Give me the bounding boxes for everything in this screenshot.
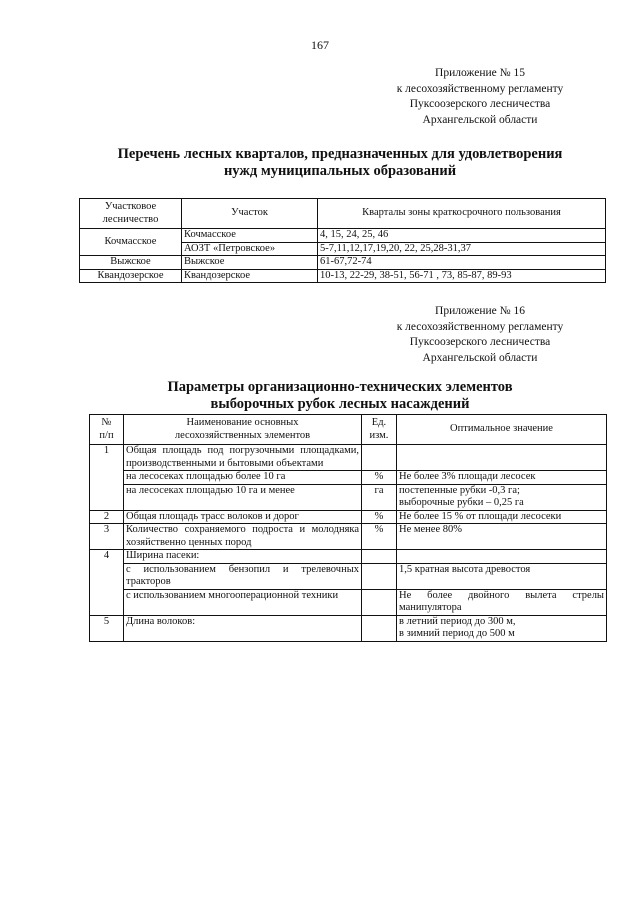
page-number: 167 — [311, 38, 329, 52]
header-value: Оптимальное значение — [397, 415, 607, 445]
forest-quarters-table — [79, 198, 606, 283]
header-unit-line1: Ед. — [371, 417, 387, 428]
header-num-line1: № — [101, 417, 112, 428]
appendix-15-line1: Приложение № 15 — [435, 67, 525, 79]
appendix-15-line2: к лесохозяйственному регламенту — [396, 82, 564, 95]
table-row — [90, 615, 607, 641]
cell-value-line2: в зимний период до 500 м — [399, 628, 515, 639]
header-unit-line2: изм. — [369, 429, 389, 441]
cell-plot: Выжское — [182, 256, 318, 270]
table-row — [90, 524, 607, 550]
cell-quarters: 10-13, 22-29, 38-51, 56-71 , 73, 85-87, 89-93 — [318, 269, 606, 283]
appendix-16-line2: к лесохозяйственному регламенту — [396, 320, 564, 333]
table-row — [80, 269, 606, 283]
cell-plot: Квандозерское — [182, 269, 318, 283]
cell-name: с использованием многооперационной техники — [124, 589, 362, 615]
title-selective-felling — [0, 379, 640, 413]
cell-unit — [362, 615, 397, 641]
cell-unit: % — [362, 510, 397, 524]
cell-name: Длина волоков: — [124, 615, 362, 641]
cell-quarters: 5-7,11,12,17,19,20, 22, 25,28-31,37 — [318, 242, 606, 256]
table-row — [90, 589, 607, 615]
cell-name: Ширина пасеки: — [124, 550, 362, 564]
cell-value — [397, 484, 607, 510]
cell-value — [397, 615, 607, 641]
table-row — [90, 471, 607, 485]
cell-unit — [362, 589, 397, 615]
header-quarters: Кварталы зоны краткосрочного пользования — [318, 199, 606, 229]
cell-num: 2 — [90, 510, 124, 524]
title-selective-felling-line2: выборочных рубок лесных насаждений — [210, 396, 470, 412]
appendix-16-header — [330, 304, 630, 366]
header-num-line2: п/п — [99, 429, 114, 441]
appendix-15-line3: Пуксоозерского лесничества — [409, 98, 551, 110]
cell-name: Количество сохраняемого подроста и молодняка хозяйственно ценных пород — [124, 524, 362, 550]
table-row — [90, 445, 607, 471]
cell-unit: % — [362, 524, 397, 550]
cell-forestry: Кочмасское — [80, 229, 182, 256]
table-row — [90, 563, 607, 589]
cell-value-line2: выборочные рубки – 0,25 га — [399, 497, 524, 508]
cell-forestry: Выжское — [80, 256, 182, 270]
cell-value: Не более 3% площади лесосек — [397, 471, 607, 485]
cell-num: 1 — [90, 445, 124, 511]
table-row — [90, 484, 607, 510]
title-forest-quarters-line2: нужд муниципальных образований — [223, 163, 457, 179]
appendix-16-line3: Пуксоозерского лесничества — [409, 336, 551, 348]
header-unit — [362, 415, 397, 445]
cell-quarters: 61-67,72-74 — [318, 256, 606, 270]
table-row — [90, 550, 607, 564]
cell-value: 1,5 кратная высота древостоя — [397, 563, 607, 589]
cell-name: с использованием бензопил и трелевочных тракторов — [124, 563, 362, 589]
table-header-row — [80, 199, 606, 229]
cell-unit — [362, 550, 397, 564]
table-row — [80, 229, 606, 243]
cell-value: Не менее 80% — [397, 524, 607, 550]
cell-num: 4 — [90, 550, 124, 616]
table-header-row — [90, 415, 607, 445]
header-name-line1: Наименование основных — [186, 417, 299, 428]
header-name — [124, 415, 362, 445]
cell-value-line1: в летний период до 300 м, — [399, 615, 516, 627]
cell-unit — [362, 563, 397, 589]
cell-forestry: Квандозерское — [80, 269, 182, 283]
title-forest-quarters-line1: Перечень лесных кварталов, предназначенных для удовлетворения — [117, 146, 563, 162]
title-forest-quarters — [0, 146, 640, 180]
cell-value-line1: постепенные рубки -0,3 га; — [399, 484, 520, 496]
felling-parameters-table — [89, 414, 607, 642]
cell-name: на лесосеках площадью более 10 га — [124, 471, 362, 485]
header-forestry — [80, 199, 182, 229]
cell-plot: АОЗТ «Петровское» — [182, 242, 318, 256]
header-num — [90, 415, 124, 445]
cell-value — [397, 445, 607, 471]
cell-value: Не более двойного вылета стрелы манипулятора — [397, 589, 607, 615]
cell-quarters: 4, 15, 24, 25, 46 — [318, 229, 606, 243]
title-selective-felling-line1: Параметры организационно-технических элементов — [167, 379, 513, 395]
cell-name: Общая площадь под погрузочными площадками, производственными и бытовыми объектами — [124, 445, 362, 471]
cell-num: 3 — [90, 524, 124, 550]
cell-unit: га — [362, 484, 397, 510]
header-plot: Участок — [182, 199, 318, 229]
cell-unit — [362, 445, 397, 471]
cell-unit: % — [362, 471, 397, 485]
cell-value — [397, 550, 607, 564]
table-row — [80, 256, 606, 270]
appendix-15-header — [330, 66, 630, 128]
header-forestry-line1: Участковое — [104, 201, 157, 212]
header-forestry-line2: лесничество — [102, 213, 159, 225]
cell-name: Общая площадь трасс волоков и дорог — [124, 510, 362, 524]
table-row — [90, 510, 607, 524]
header-name-line2: лесохозяйственных элементов — [174, 429, 311, 441]
cell-name: на лесосеках площадью 10 га и менее — [124, 484, 362, 510]
appendix-16-line4: Архангельской области — [422, 351, 538, 364]
cell-plot: Кочмасское — [182, 229, 318, 243]
cell-value: Не более 15 % от площади лесосеки — [397, 510, 607, 524]
cell-num: 5 — [90, 615, 124, 641]
appendix-15-line4: Архангельской области — [422, 113, 538, 126]
appendix-16-line1: Приложение № 16 — [435, 305, 525, 317]
